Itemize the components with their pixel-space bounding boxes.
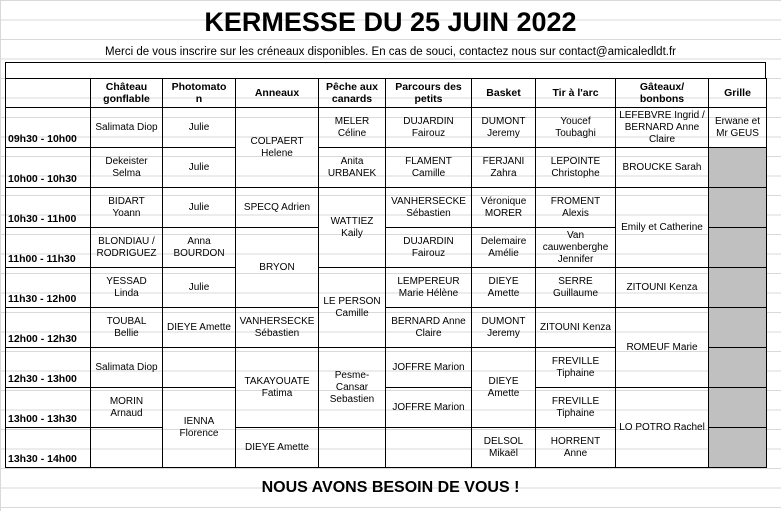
cell[interactable]: Julie <box>163 148 236 188</box>
time-cell[interactable]: 12h30 - 13h00 <box>6 348 91 388</box>
cell[interactable]: Julie <box>163 188 236 228</box>
cell[interactable]: DUMONT Jeremy <box>472 308 536 348</box>
table-row <box>6 268 767 308</box>
time-cell[interactable]: 12h00 - 12h30 <box>6 308 91 348</box>
time-cell[interactable]: 13h00 - 13h30 <box>6 388 91 428</box>
cell[interactable] <box>91 428 163 468</box>
header-parcours[interactable]: Parcours des petits <box>386 79 472 108</box>
header-basket[interactable]: Basket <box>472 79 536 108</box>
cell[interactable]: ZITOUNI Kenza <box>616 268 709 308</box>
cell[interactable]: Van cauwenberghe Jennifer <box>536 228 616 268</box>
cell[interactable]: Delemaire Amélie <box>472 228 536 268</box>
cell[interactable]: MELER Céline <box>319 108 386 148</box>
cell[interactable]: JOFFRE Marion <box>386 388 472 428</box>
time-cell[interactable]: 11h30 - 12h00 <box>6 268 91 308</box>
table-row <box>6 308 767 348</box>
table-row <box>6 108 767 148</box>
cell[interactable]: LO POTRO Rachel <box>616 388 709 468</box>
page-title: KERMESSE DU 25 JUIN 2022 <box>204 7 577 37</box>
cell-unavailable[interactable] <box>709 148 767 188</box>
cell[interactable]: Erwane et Mr GEUS <box>709 108 767 148</box>
cell[interactable]: DUJARDIN Fairouz <box>386 108 472 148</box>
cell[interactable]: COLPAERT Helene <box>236 108 319 188</box>
cell-unavailable[interactable] <box>709 188 767 228</box>
header-cell[interactable] <box>6 79 91 108</box>
cell-unavailable[interactable] <box>709 308 767 348</box>
cell[interactable]: BLONDIAU / RODRIGUEZ <box>91 228 163 268</box>
cell[interactable]: TOUBAL Bellie <box>91 308 163 348</box>
cell[interactable]: FROMENT Alexis <box>536 188 616 228</box>
header-photomaton[interactable]: Photomato n <box>163 79 236 108</box>
cell[interactable]: Dekeister Selma <box>91 148 163 188</box>
page-subtitle: Merci de vous inscrire sur les créneaux disponibles. En cas de souci, contactez nous sur contact@amicaledldt.fr <box>105 46 676 58</box>
cell-unavailable[interactable] <box>709 388 767 428</box>
cell[interactable]: ZITOUNI Kenza <box>536 308 616 348</box>
cell[interactable]: YESSAD Linda <box>91 268 163 308</box>
header-peche[interactable]: Pêche aux canards <box>319 79 386 108</box>
cell[interactable]: DIEYE Amette <box>472 348 536 428</box>
header-grille[interactable]: Grille <box>709 79 767 108</box>
cell[interactable]: FREVILLE Tiphaine <box>536 388 616 428</box>
cell[interactable]: LEMPEREUR Marie Hélène <box>386 268 472 308</box>
cell[interactable]: DUJARDIN Fairouz <box>386 228 472 268</box>
header-tir[interactable]: Tir à l'arc <box>536 79 616 108</box>
cell[interactable]: BERNARD Anne Claire <box>386 308 472 348</box>
cell[interactable]: Pesme- Cansar Sebastien <box>319 348 386 428</box>
cell[interactable]: FREVILLE Tiphaine <box>536 348 616 388</box>
cell[interactable]: DIEYE Amette <box>163 308 236 348</box>
cell[interactable]: HORRENT Anne <box>536 428 616 468</box>
table-row <box>6 388 767 428</box>
table-row <box>6 188 767 228</box>
time-cell[interactable]: 09h30 - 10h00 <box>6 108 91 148</box>
cell[interactable] <box>163 348 236 388</box>
cell[interactable]: FLAMENT Camille <box>386 148 472 188</box>
footer-message: NOUS AVONS BESOIN DE VOUS ! <box>261 479 520 496</box>
cell[interactable]: TAKAYOUATE Fatima <box>236 348 319 428</box>
cell[interactable]: BROUCKE Sarah <box>616 148 709 188</box>
time-cell[interactable]: 11h00 - 11h30 <box>6 228 91 268</box>
cell-unavailable[interactable] <box>709 268 767 308</box>
cell[interactable]: BIDART Yoann <box>91 188 163 228</box>
cell[interactable]: ROMEUF Marie <box>616 308 709 388</box>
cell[interactable]: Salimata Diop <box>91 108 163 148</box>
cell[interactable]: Youcef Toubaghi <box>536 108 616 148</box>
cell[interactable]: DIEYE Amette <box>472 268 536 308</box>
cell[interactable]: DUMONT Jeremy <box>472 108 536 148</box>
cell[interactable]: DELSOL Mikaël <box>472 428 536 468</box>
cell[interactable]: VANHERSECKE Sébastien <box>236 308 319 348</box>
header-row <box>6 79 767 108</box>
time-cell[interactable]: 10h00 - 10h30 <box>6 148 91 188</box>
cell[interactable]: Julie <box>163 268 236 308</box>
cell[interactable]: Emily et Catherine <box>616 188 709 268</box>
cell[interactable]: Véronique MORER <box>472 188 536 228</box>
cell[interactable]: SPECQ Adrien <box>236 188 319 228</box>
table-top-band <box>5 62 766 78</box>
header-anneaux[interactable]: Anneaux <box>236 79 319 108</box>
cell[interactable]: LEFEBVRE Ingrid / BERNARD Anne Claire <box>616 108 709 148</box>
cell[interactable]: DIEYE Amette <box>236 428 319 468</box>
cell[interactable] <box>386 428 472 468</box>
header-gateaux[interactable]: Gâteaux/ bonbons <box>616 79 709 108</box>
cell[interactable]: LEPOINTE Christophe <box>536 148 616 188</box>
cell[interactable]: Anna BOURDON <box>163 228 236 268</box>
cell-unavailable[interactable] <box>709 348 767 388</box>
cell[interactable]: SERRE Guillaume <box>536 268 616 308</box>
header-chateau[interactable]: Château gonflable <box>91 79 163 108</box>
cell-unavailable[interactable] <box>709 428 767 468</box>
cell[interactable]: JOFFRE Marion <box>386 348 472 388</box>
time-cell[interactable]: 13h30 - 14h00 <box>6 428 91 468</box>
cell[interactable]: Salimata Diop <box>91 348 163 388</box>
cell[interactable]: FERJANI Zahra <box>472 148 536 188</box>
cell[interactable]: MORIN Arnaud <box>91 388 163 428</box>
cell[interactable]: LE PERSON Camille <box>319 268 386 348</box>
cell[interactable]: BRYON <box>236 228 319 308</box>
cell[interactable]: WATTIEZ Kaily <box>319 188 386 268</box>
cell[interactable] <box>319 428 386 468</box>
cell[interactable]: VANHERSECKE Sébastien <box>386 188 472 228</box>
table-row <box>6 148 767 188</box>
time-cell[interactable]: 10h30 - 11h00 <box>6 188 91 228</box>
cell-unavailable[interactable] <box>709 228 767 268</box>
cell[interactable]: Julie <box>163 108 236 148</box>
schedule-table <box>5 78 767 468</box>
cell[interactable]: IENNA Florence <box>163 388 236 468</box>
cell[interactable]: Anita URBANEK <box>319 148 386 188</box>
